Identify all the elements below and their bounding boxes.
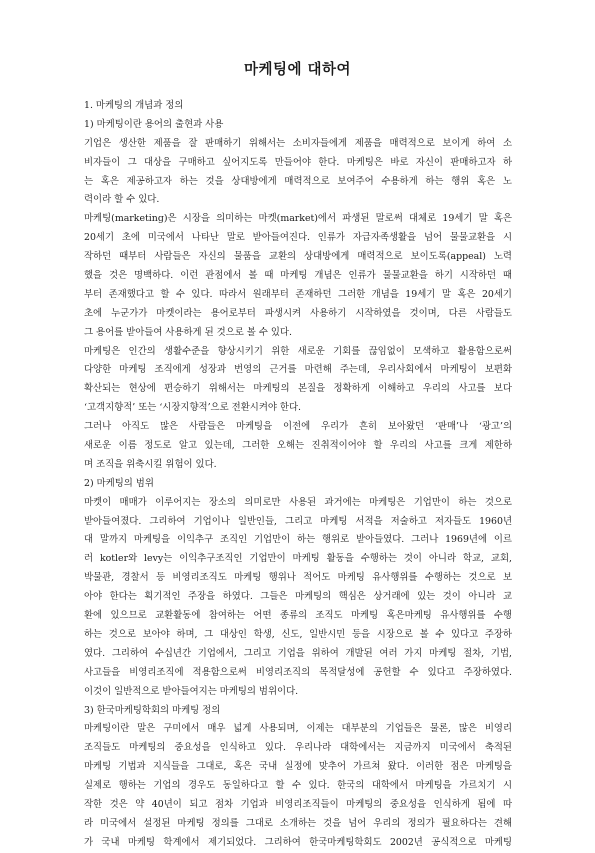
text-line: 작한 것은 약 40년이 되고 점차 기업과 비영리조직들이 마케팅의 중요성을 인식하게 됨에 따: [84, 798, 512, 810]
text-line: ‘고객지향적’ 또는 ‘시장지향적’으로 전환시켜야 한다.: [84, 402, 302, 414]
text-line: 가 국내 마케팅 학계에서 제기되었다. 그리하여 한국마케팅학회도 2002년 공식적으로 마케팅: [84, 836, 512, 848]
text-line: 1. 마케팅의 개념과 정의: [84, 100, 184, 111]
text-line: 며 조직을 위축시킬 위험이 있다.: [84, 458, 217, 470]
text-line: 하는 것으로 보아야 하며, 그 대상인 학생, 신도, 일반시민 등을 시장으로 볼 수 있다고 주장하: [84, 628, 512, 640]
text-line: 작하던 때부터 사람들은 자신의 물품을 교환의 상대방에게 매력적으로 보이도록(appeal) 노력: [84, 251, 512, 263]
text-line: 환에 있으므로 교환활동에 참여하는 어떤 종류의 조직도 마케팅 혹은마케팅 유사행위를 수행: [84, 610, 512, 622]
text-line: 마케팅이란 말은 구미에서 매우 넓게 사용되며, 이제는 대부분의 기업들은 물론, 많은 비영리: [84, 723, 512, 735]
text-line: 마케팅 기법과 지식들을 그대로, 혹은 국내 실정에 맞추어 가르쳐 왔다. 이러한 점은 마케팅을: [84, 761, 512, 773]
text-line: 했을 것은 명백하다. 이런 관점에서 볼 때 마케팅 개념은 인류가 물물교환을 하기 시작하던 때: [84, 270, 512, 282]
text-line: 비자들이 그 대상을 구매하고 싶어지도록 만들어야 한다. 마케팅은 바로 자신이 판매하고자 하: [84, 156, 512, 168]
text-line: 러 kotler와 levy는 이익추구조직인 기업만이 마케팅 활동을 수행하는 것이 아니라 학교, 교회,: [84, 553, 512, 565]
text-line: 부터 존재했다고 할 수 있다. 따라서 원래부터 존재하던 그러한 개념을 19세기 말 혹은 20세기: [84, 288, 512, 300]
text-line: 3) 한국마케팅학회의 마케팅 정의: [84, 704, 221, 716]
text-line: 그러나 아직도 많은 사람들은 마케팅을 이전에 우리가 흔히 보아왔던 ‘판매’나 ‘광고’의: [84, 421, 512, 433]
text-line: 확산되는 현상에 편승하기 위해서는 마케팅의 본질을 정확하게 이해하고 우리의 사고를 보다: [84, 383, 512, 395]
text-line: 는 혹은 제공하고자 하는 것을 상대방에게 매력적으로 보여주어 수용하게 하는 행위 혹은 노: [84, 175, 512, 187]
text-line: 라 미국에서 설정된 마케팅 정의를 그대로 소개하는 것을 넘어 우리의 정의가 필요하다는 견해: [84, 817, 512, 829]
text-line: 사고들을 비영리조직에 적용함으로써 비영리조직의 목적달성에 공헌할 수 있다고 주장하였다.: [84, 666, 512, 678]
text-line: 새로운 이름 정도로 알고 있는데, 그러한 오해는 진취적이어야 할 우리의 사고를 크게 제한하: [84, 440, 512, 452]
text-line: 박물관, 경찰서 등 비영리조직도 마케팅 행위나 적어도 마케팅 유사행위를 수행하는 것으로 보: [84, 572, 512, 584]
text-line: 받아들여졌다. 그리하여 기업이나 일반인들, 그리고 마케팅 서적을 저술하고 저자들도 1960년: [84, 515, 512, 527]
text-line: 다양한 마케팅 조직에게 성장과 번영의 근거를 마련해 주는데, 우리사회에서 마케팅이 보편화: [84, 364, 512, 376]
text-line: 마켓이 매매가 이루어지는 장소의 의미로만 사용된 과거에는 마케팅은 기업만이 하는 것으로: [84, 496, 512, 508]
document-title: 마케팅에 대하여: [243, 62, 352, 78]
text-line: 마케팅은 인간의 생활수준을 향상시키기 위한 새로운 기회를 끊임없이 모색하고 활용함으로써: [84, 345, 512, 357]
text-line: 실제로 행하는 기업의 경우도 동일하다고 할 수 있다. 한국의 대학에서 마케팅을 가르치기 시: [84, 780, 512, 792]
text-line: 였다. 그리하여 수십년간 기업에서, 그리고 기업을 위하여 개발된 여러 가지 마케팅 절차, 기법,: [84, 647, 512, 659]
document-body: [84, 97, 512, 853]
text-line: 기업은 생산한 제품을 잘 판매하기 위해서는 소비자들에게 제품을 매력적으로 보이게 하여 소: [84, 137, 512, 149]
text-line: 초에 누군가가 마켓이라는 용어로부터 파생시켜 사용하기 시작하였을 것이며, 다른 사람들도: [84, 307, 512, 319]
text-line: 1) 마케팅이란 용어의 출현과 사용: [84, 118, 224, 130]
text-line: 20세기 초에 미국에서 나타난 말로 받아들여진다. 인류가 자급자족생활을 넘어 물물교환을 시: [84, 232, 512, 244]
text-line: 력이라 할 수 있다.: [84, 194, 160, 206]
text-line: 그 용어를 받아들여 사용하게 된 것으로 볼 수 있다.: [84, 326, 292, 338]
text-line: 마케팅(marketing)은 시장을 의미하는 마켓(market)에서 파생된 말로써 대체로 19세기 말 혹은: [84, 213, 512, 225]
text-line: 조직들도 마케팅의 중요성을 인식하고 있다. 우리나라 대학에서는 지금까지 미국에서 축적된: [84, 742, 512, 754]
text-line: 이것이 일반적으로 받아들여지는 마케팅의 범위이다.: [84, 685, 299, 697]
text-line: 2) 마케팅의 범위: [84, 477, 154, 489]
text-line: 아야 한다는 획기적인 주장을 하였다. 그들은 마케팅의 핵심은 상거래에 있는 것이 아니라 교: [84, 591, 512, 603]
text-line: 대 말까지 마케팅을 이익추구 조직인 기업만이 하는 행위로 받아들였다. 그러나 1969년에 이르: [84, 534, 512, 546]
